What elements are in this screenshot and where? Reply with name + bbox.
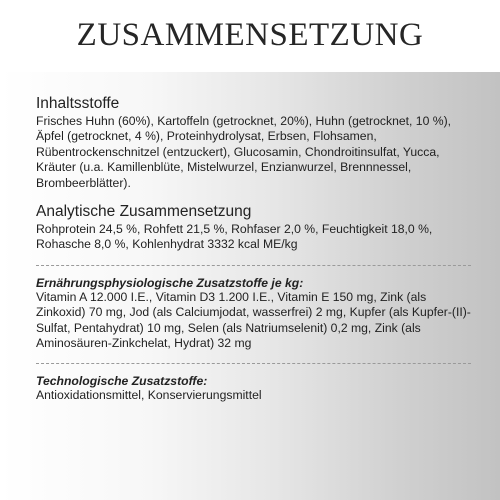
ingredients-heading: Inhaltsstoffe bbox=[36, 95, 120, 112]
analytical-text: Rohprotein 24,5 %, Rohfett 21,5 %, Rohfaser 2,0 %, Feuchtigkeit 18,0 %, Rohasche 8,0 %, Kohlenhydrat 3332 kcal ME/kg bbox=[36, 222, 433, 252]
nutritional-additives-text: Vitamin A 12.000 I.E., Vitamin D3 1.200 I.E., Vitamin E 150 mg, Zink (als Zinkoxid) 70 mg, Jod (als Calciumjodat, wasserfrei) 2 mg, Kupfer (als Kupfer-(II)-Sulfat, Pentahydrat) 10 mg, Selen (als Natriumselenit) 0,2 mg, Zink (als Aminosäuren-Zinkchelat, Hydrat) 32 mg bbox=[36, 289, 471, 351]
ingredients-section bbox=[36, 95, 476, 191]
technological-additives-text: Antioxidationsmittel, Konservierungsmittel bbox=[36, 388, 262, 403]
nutritional-additives-heading: Ernährungsphysiologische Zusatzstoffe je kg: bbox=[36, 275, 304, 290]
page-title: ZUSAMMENSETZUNG bbox=[0, 0, 500, 70]
analytical-heading: Analytische Zusammensetzung bbox=[36, 203, 252, 221]
technological-additives-section bbox=[36, 374, 476, 403]
nutritional-additives-section bbox=[36, 276, 476, 352]
composition-content bbox=[36, 95, 476, 416]
ingredients-text: Frisches Huhn (60%), Kartoffeln (getrocknet, 20%), Huhn (getrocknet, 10 %), Äpfel (getrocknet, 4 %), Proteinhydrolysat, Erbsen, Flohsamen, Rübentrockenschnitzel (entzuckert), Glucosamin, Chondroitinsulfat, Yucca, Kräuter (u.a. Kamillenblüte, Mistelwurzel, Enzianwurzel, Brennnessel, Brombeerblätter). bbox=[36, 114, 452, 190]
divider-2 bbox=[36, 363, 471, 364]
divider bbox=[36, 265, 471, 266]
analytical-section bbox=[36, 203, 476, 253]
technological-additives-heading: Technologische Zusatzstoffe: bbox=[36, 374, 208, 389]
